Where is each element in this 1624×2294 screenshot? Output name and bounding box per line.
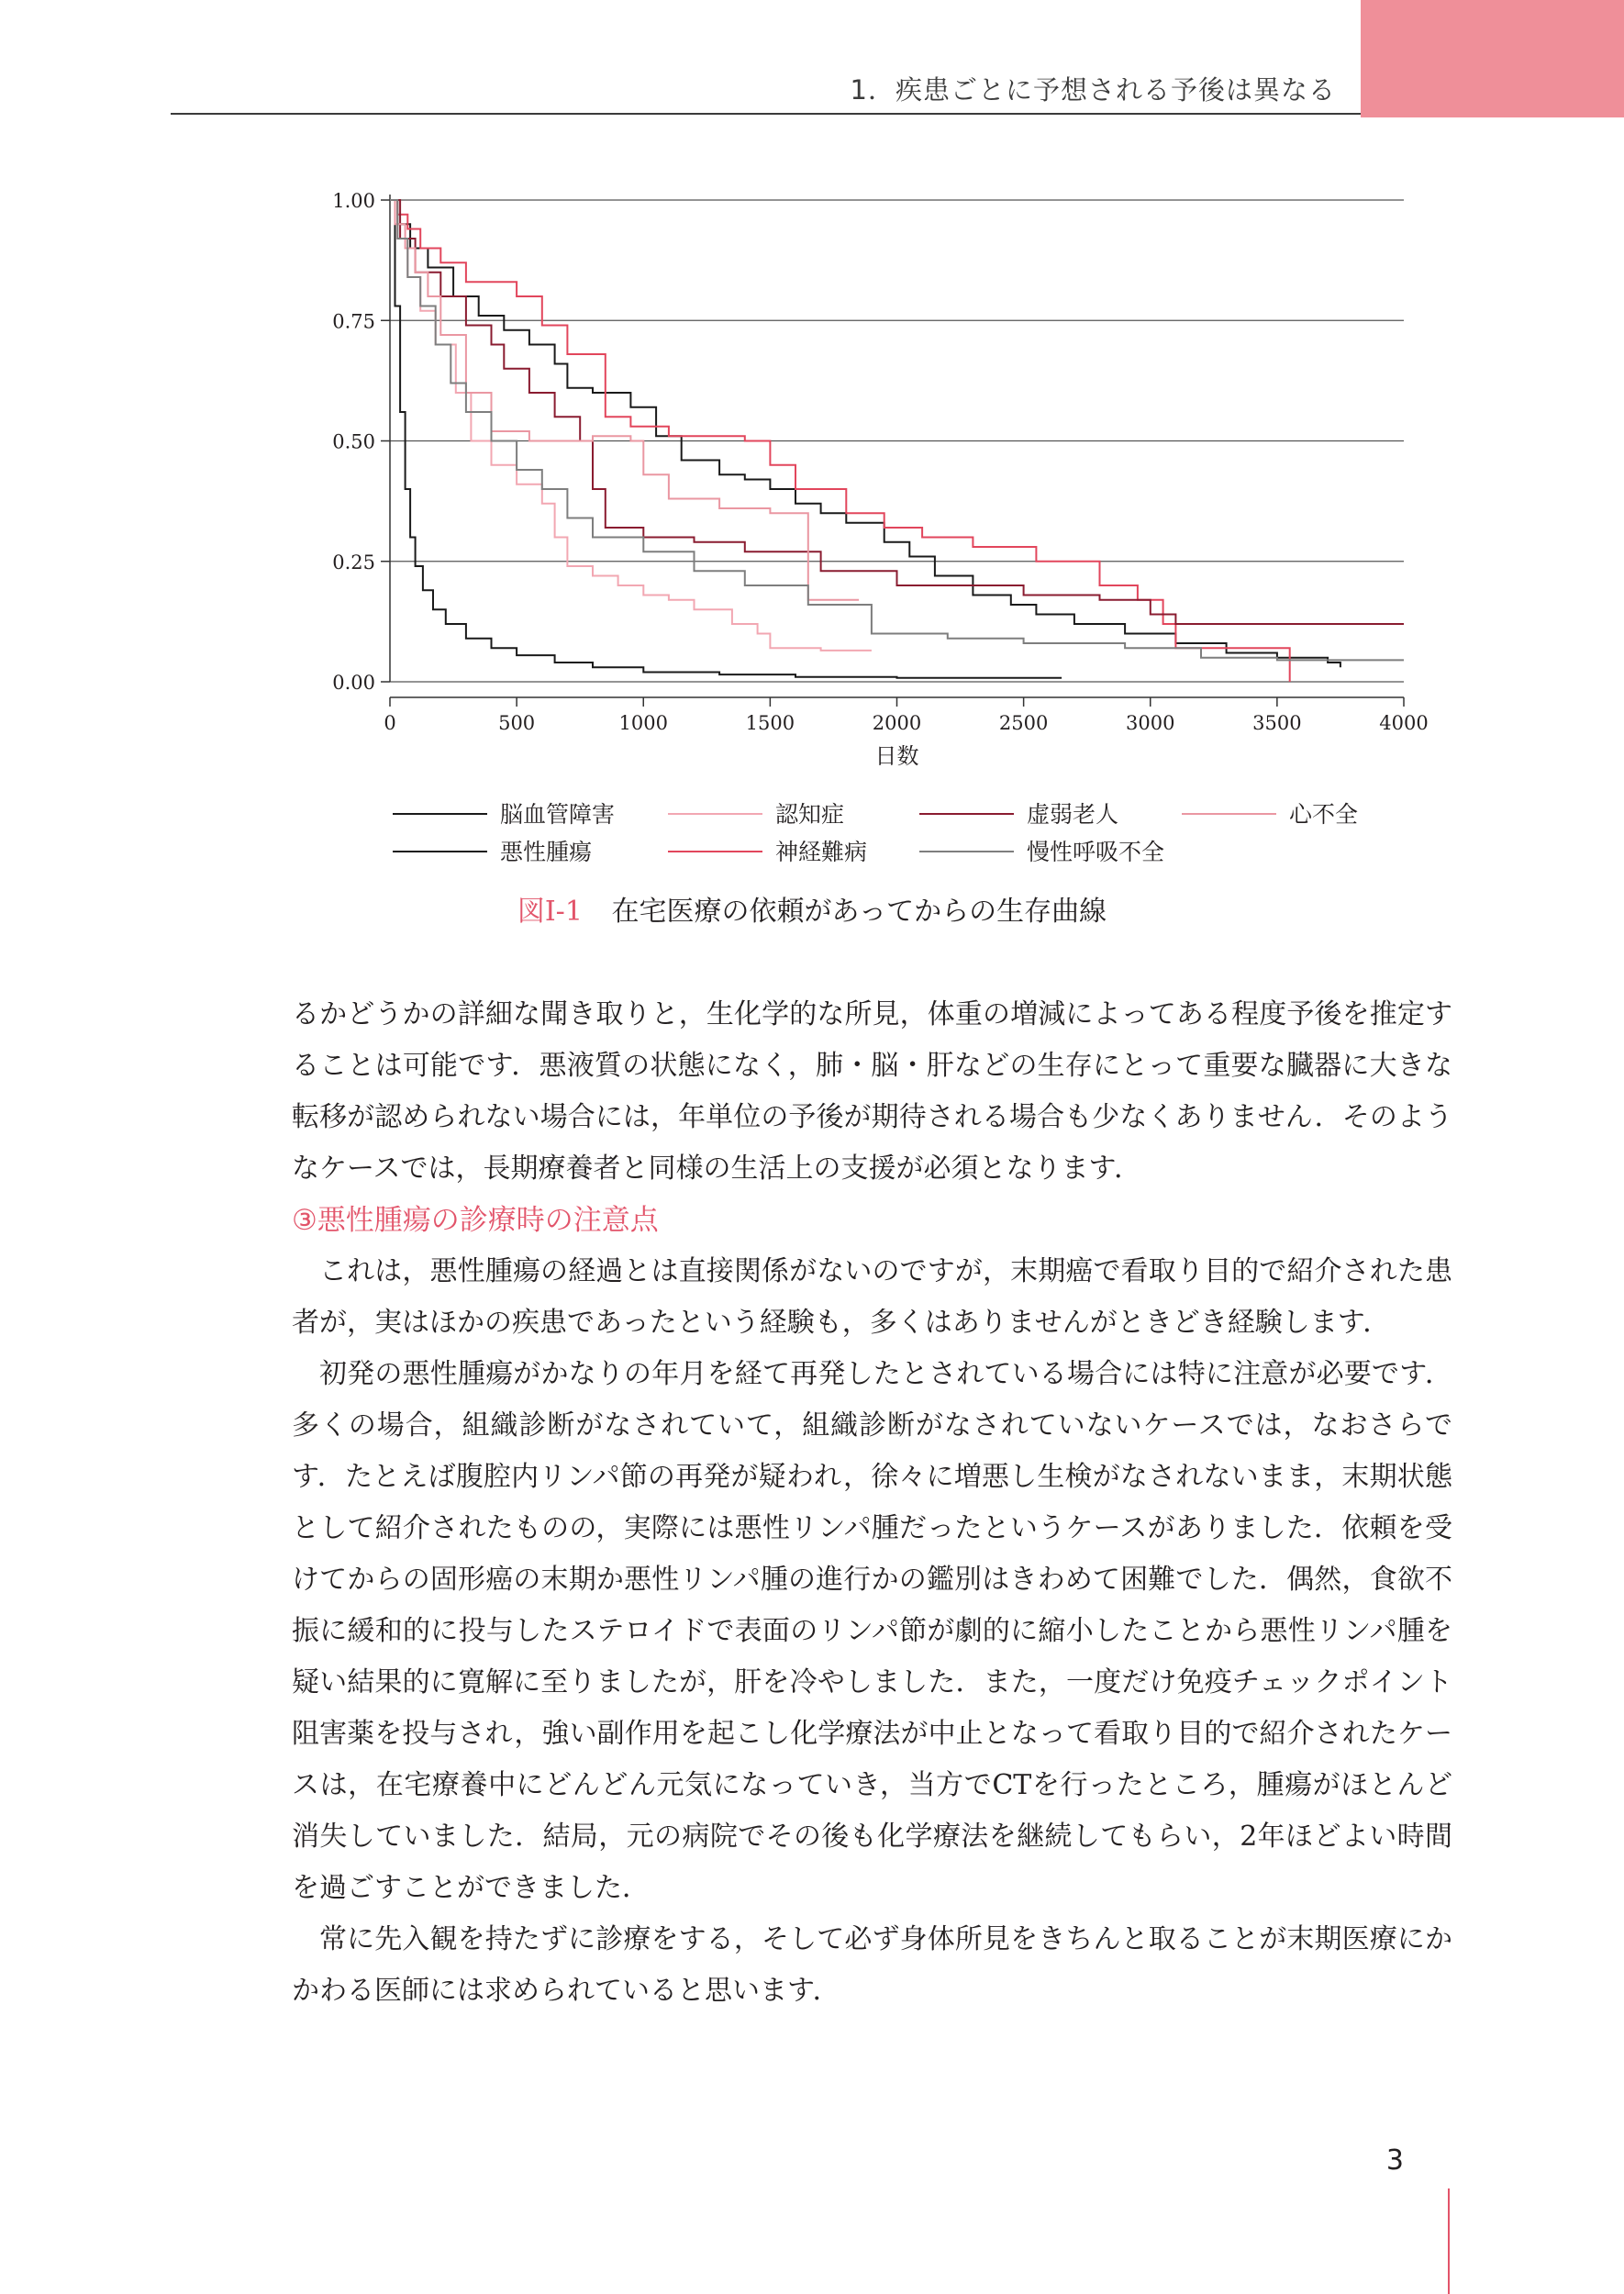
chart-legend bbox=[393, 801, 1358, 865]
figure-caption bbox=[0, 888, 1624, 929]
x-tick-label: 3000 bbox=[1126, 712, 1175, 734]
legend-label: 慢性呼吸不全 bbox=[1027, 839, 1165, 865]
legend-label: 神経難病 bbox=[775, 839, 868, 865]
page-rule bbox=[1448, 2188, 1450, 2294]
header-accent-tab bbox=[1361, 0, 1624, 117]
running-header: 1．疾患ごとに予想される予後は異なる bbox=[850, 74, 1336, 106]
legend-label: 脳血管障害 bbox=[500, 801, 616, 828]
paragraph: 初発の悪性腫瘍がかなりの年月を経て再発したとされている場合には特に注意が必要です．多くの場合，組織診断がなされていて，組織診断がなされていないケースでは，なおさらです．たとえば腹腔内リンパ節の再発が疑われ，徐々に増悪し生検がなされないまま，末期状態として紹介されたものの，実際には悪性リンパ腫だったというケースがありました．依頼を受けてからの固形癌の末期か悪性リンパ腫の進行かの鑑別はきわめて困難でした．偶然，食欲不振に緩和的に投与したステロイドで表面のリンパ節が劇的に縮小したことから悪性リンパ腫を疑い結果的に寛解に至りましたが，肝を冷やしました．また，一度だけ免疫チェックポイント阻害薬を投与され，強い副作用を起こし化学療法が中止となって看取り目的で紹介されたケースは，在宅療養中にどんどん元気になっていき，当方でCTを行ったところ，腫瘍がほとんど消失していました．結局，元の病院でその後も化学療法を継続してもらい，2年ほどよい時間を過ごすことができました． bbox=[292, 1358, 1452, 1904]
page-number: 3 bbox=[1385, 2144, 1404, 2177]
legend-label: 虚弱老人 bbox=[1027, 801, 1119, 828]
y-tick-label: 0.75 bbox=[332, 310, 375, 333]
figure-number: 図Ⅰ-1 bbox=[517, 896, 583, 928]
x-tick-label: 3500 bbox=[1252, 712, 1302, 734]
series-line bbox=[390, 200, 1404, 660]
series-line bbox=[390, 200, 1340, 667]
x-tick-label: 500 bbox=[498, 712, 536, 734]
body-text bbox=[292, 989, 1452, 2017]
x-tick-label: 1500 bbox=[745, 712, 795, 734]
legend-label: 認知症 bbox=[775, 801, 845, 828]
section-heading: ③悪性腫瘍の診療時の注意点 bbox=[292, 1204, 659, 1237]
y-tick-label: 1.00 bbox=[332, 190, 375, 212]
x-tick-label: 0 bbox=[384, 712, 396, 734]
x-axis-label: 日数 bbox=[874, 743, 919, 769]
y-tick-label: 0.25 bbox=[332, 551, 375, 574]
x-tick-label: 1000 bbox=[618, 712, 668, 734]
header-rule bbox=[171, 113, 1361, 115]
x-tick-label: 2000 bbox=[872, 712, 922, 734]
legend-label: 悪性腫瘍 bbox=[500, 839, 593, 865]
legend-label: 心不全 bbox=[1289, 801, 1359, 828]
x-tick-label: 4000 bbox=[1379, 712, 1429, 734]
series-line bbox=[390, 200, 1404, 624]
y-tick-label: 0.00 bbox=[332, 672, 375, 694]
survival-chart bbox=[275, 174, 1459, 881]
y-tick-label: 0.50 bbox=[332, 430, 375, 453]
x-tick-label: 2500 bbox=[998, 712, 1049, 734]
paragraph: これは，悪性腫瘍の経過とは直接関係がないのですが，末期癌で看取り目的で紹介された患者が，実はほかの疾患であったという経験も，多くはありませんがときどき経験します． bbox=[292, 1255, 1452, 1339]
series-line bbox=[390, 200, 859, 600]
paragraph: るかどうかの詳細な聞き取りと，生化学的な所見，体重の増減によってある程度予後を推定することは可能です．悪液質の状態になく，肺・脳・肝などの生存にとって重要な臓器に大きな転移が認められない場合には，年単位の予後が期待される場合も少なくありません．そのようなケースでは，長期療養者と同様の生活上の支援が必須となります． bbox=[292, 998, 1452, 1185]
figure-caption-text: 在宅医療の依頼があってからの生存曲線 bbox=[611, 896, 1107, 928]
paragraph: 常に先入観を持たずに診療をする，そして必ず身体所見をきちんと取ることが末期医療にかかわる医師には求められていると思います． bbox=[292, 1923, 1452, 2007]
